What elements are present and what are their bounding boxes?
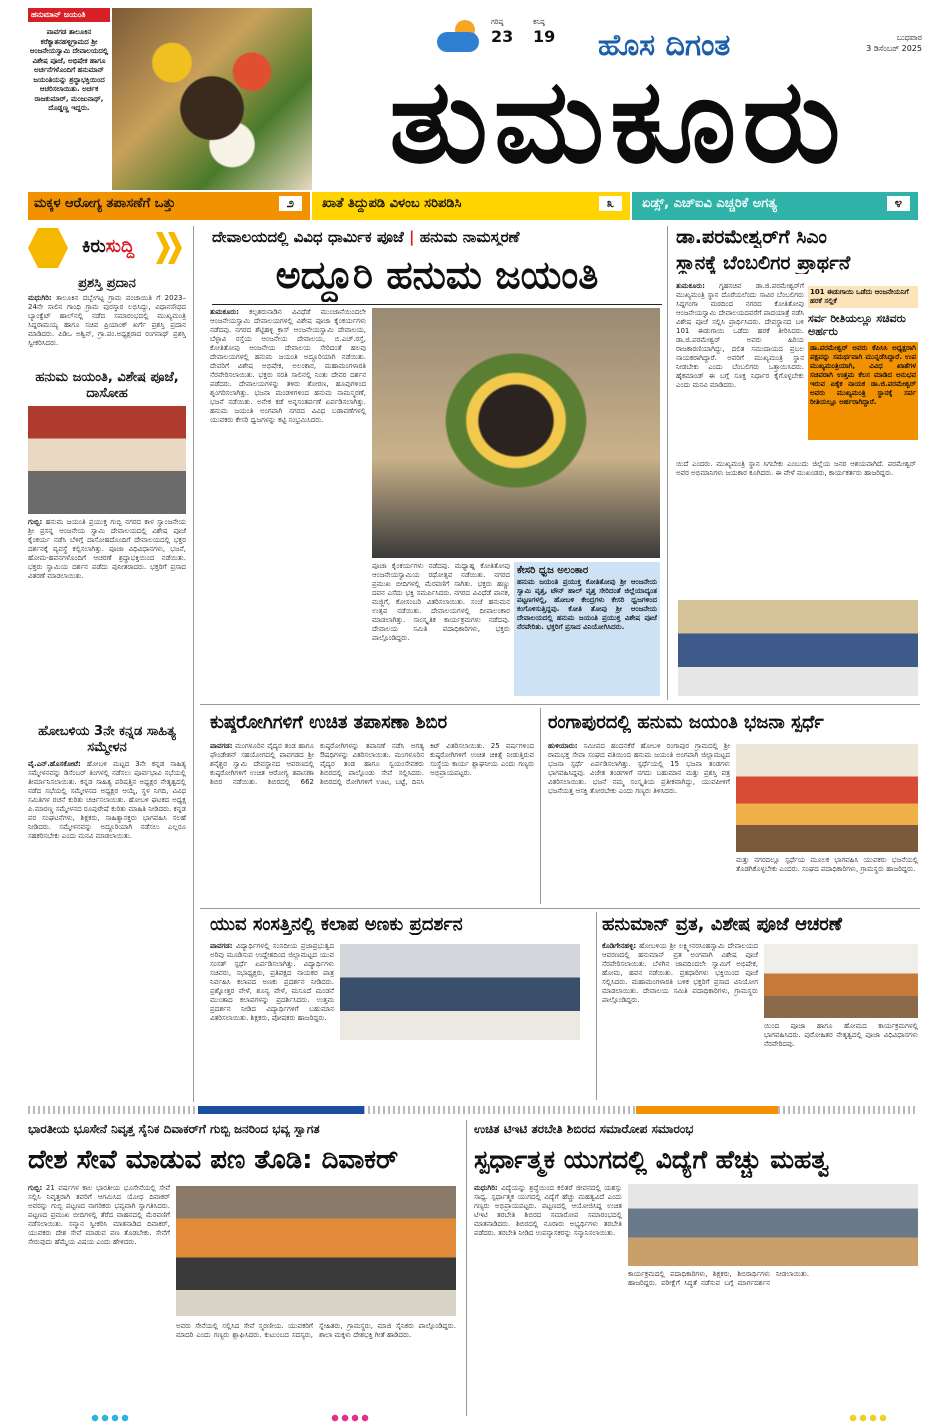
kushta-text: ಮಂಗಳೂರಿನ ವೈದ್ಯರ ತಂಡ ಹಾಗೂ ಫೌಂಡೇಶನ್ ಸಹಯೋಗದಲ್ಲಿ ಪಾವಗಡದ ಶ್ರೀ ಶನೈಶ್ಚರ ಸ್ವಾಮಿ ದೇವಸ್ಥಾನದ ಆವರಣದಲ್ಲಿ ಕುಷ್ಠರೋಗಿಗಳಿಗೆ ಉಚಿತ ಆರೋಗ್ಯ ತಪಾಸಣಾ ಶಿಬಿರ ನಡೆಯಿತು. ಶಿಬಿರದಲ್ಲಿ 662 ಕುಷ್ಠರೋಗಿಗಳನ್ನು ತಪಾಸಣೆ ನಡೆಸಿ ಅಗತ್ಯ ಔಷಧಿಗಳನ್ನು ವಿತರಿಸಲಾಯಿತು. ಮಂಗಳೂರಿನ ವೈದ್ಯರ ತಂಡ ಹಾಗೂ ಸ್ವಯಂಸೇವಕರು ಶಿಬಿರದಲ್ಲಿ ಪಾಲ್ಗೊಂಡು ಸೇವೆ ಸಲ್ಲಿಸಿದರು. ಶಿಬಿರದಲ್ಲಿ ರೋಗಿಗಳಿಗೆ ಊಟ, ಬಟ್ಟೆ, ದಿನಸಿ ಕಿಟ್ ವಿತರಿಸಲಾಯಿತು. 25 ವರ್ಷಗಳಿಂದ ಕುಷ್ಠರೋಗಿಗಳಿಗೆ ಉಚಿತ ಚಿಕಿತ್ಸೆ ನೀಡುತ್ತಿರುವ ಸಂಸ್ಥೆಯ ಕಾರ್ಯ ಶ್ಲಾಘನೀಯ ಎಂದು ಗಣ್ಯರು ಅಭಿಪ್ರಾಯಪಟ್ಟರು. (210, 742, 534, 786)
lead-kicker-b: ಹನುಮ ನಾಮಸ್ಮರಣೆ (419, 228, 520, 246)
spardhe-dateline: ಮಧುಗಿರಿ: (474, 1184, 498, 1192)
teaser-2-page: ೩ (599, 196, 622, 211)
yuva-headline: ಯುವ ಸಂಸತ್ತಿನಲ್ಲಿ ಕಲಾಪ ಅಣಕು ಪ್ರದರ್ಶನ (210, 914, 463, 935)
lead-text-b: ಪೂಜಾ ಕೈಂಕರ್ಯಗಳು ನಡೆದವು. ಮಧ್ಯಾಹ್ನ ಕೋತಿತೋಪು ಆಂಜನೇಯಸ್ವಾಮಿಯ ರಥೋತ್ಸವ ನಡೆಯಿತು. ನಗರದ ಪ್ರಮುಖ ಬೀದಿಗಳಲ್ಲಿ ಮೆರವಣಿಗೆ ಸಾಗಿತು. ಭಕ್ತರು ಹಣ್ಣು ದವನ ಎಸೆದು ಭಕ್ತಿ ಸಮರ್ಪಿಸಿದರು. ನಗರದ ವಿವಿಧೆಡೆ ಪಾನಕ, ಮಜ್ಜಿಗೆ, ಕೋಸಂಬರಿ ವಿತರಿಸಲಾಯಿತು. ಸಂಜೆ ಹನುಮನ ಉತ್ಸವ ನಡೆಯಿತು. ದೇವಾಲಯಗಳಲ್ಲಿ ದೀಪಾಲಂಕಾರ ಮಾಡಲಾಗಿತ್ತು. ಸಾಂಸ್ಕೃತಿಕ ಕಾರ್ಯಕ್ರಮಗಳು ನಡೆದವು. ದೇವಾಲಯ ಸಮಿತಿ ಪದಾಧಿಕಾರಿಗಳು, ಭಕ್ತರು ಪಾಲ್ಗೊಂಡಿದ್ದರು. (372, 562, 510, 642)
desha-headline: ದೇಶ ಸೇವೆ ಮಾಡುವ ಪಣ ತೊಡಿ: ದಿವಾಕರ್ (28, 1145, 399, 1175)
right-lead-headline-2: ಸ್ಥಾನಕ್ಕೆ ಬೆಂಬಲಿಗರ ಪ್ರಾರ್ಥನೆ (676, 252, 851, 274)
vrata-dateline: ಕೊಡಿಗೇನಹಳ್ಳಿ: (602, 942, 637, 950)
min-temp: 19 (533, 27, 556, 46)
teaser-3-page: ೪ (887, 196, 910, 211)
ranga-body-b (736, 856, 918, 902)
lead-kicker-a: ದೇವಾಲಯದಲ್ಲಿ ವಿವಿಧ ಧಾರ್ಮಿಕ ಪೂಜೆ (212, 228, 404, 246)
desha-text: 21 ವರ್ಷಗಳ ಕಾಲ ಭಾರತೀಯ ಭೂಸೇನೆಯಲ್ಲಿ ಸೇವೆ ಸಲ್ಲಿಸಿ ನಿವೃತ್ತರಾಗಿ ತವರಿಗೆ ಆಗಮಿಸಿದ ಯೋಧ ದಿವಾಕರ್ ಅವರನ್ನು ಗುಬ್ಬಿ ಪಟ್ಟಣದ ನಾಗರಿಕರು ಭವ್ಯವಾಗಿ ಸ್ವಾಗತಿಸಿದರು. ಪಟ್ಟಣದ ಪ್ರಮುಖ ಬೀದಿಗಳಲ್ಲಿ ತೆರೆದ ವಾಹನದಲ್ಲಿ ಮೆರವಣಿಗೆ ನಡೆಸಲಾಯಿತು. ಸನ್ಮಾನ ಸ್ವೀಕರಿಸಿ ಮಾತನಾಡಿದ ದಿವಾಕರ್, ಯುವಕರು ದೇಶ ಸೇವೆ ಮಾಡುವ ಪಣ ತೊಡಬೇಕು. ಸೇನೆಗೆ ಸೇರುವುದು ಹೆಮ್ಮೆಯ ವಿಷಯ ಎಂದು ಹೇಳಿದರು. (28, 1184, 170, 1246)
registration-dots-right (848, 1414, 888, 1422)
right-lead-body (676, 282, 804, 458)
ranga-headline: ರಂಗಾಪುರದಲ್ಲಿ ಹನುಮ ಜಯಂತಿ ಭಜನಾ ಸ್ಪರ್ಧೆ (548, 712, 824, 733)
yuva-body (210, 942, 334, 1098)
left-story-3-dateline: ವೈ.ಎನ್.ಹೊಸಕೋಟೆ: (28, 760, 81, 768)
left-story-1-text: ತಾಲೂಕಿನ ದಬ್ಬೇಗಟ್ಟ ಗ್ರಾಮ ಪಂಚಾಯಿತಿ ಗೆ 2023–24ನೇ ಸಾಲಿನ ಗಾಂಧಿ ಗ್ರಾಮ ಪುರಸ್ಕಾರ ಲಭಿಸಿದ್ದು, ವಿಧಾನಸೌಧದ ಬ್ಯಾಂಕ್ವೆಟ್ ಹಾಲ್‌ನಲ್ಲಿ ನಡೆದ ಸಮಾರಂಭದಲ್ಲಿ ಮುಖ್ಯಮಂತ್ರಿ ಸಿದ್ದರಾಮಯ್ಯ ಹಾಗೂ ಸಚಿವ ಪ್ರಿಯಾಂಕ್ ಖರ್ಗೆ ಪ್ರಶಸ್ತಿ ಪ್ರದಾನ ಮಾಡಿದರು. ಪಿಡಿಒ ಅಶ್ವಿನ್, ಗ್ರಾ.ಪಂ.ಅಧ್ಯಕ್ಷರಾದ ರಂಗನಾಥ್ ಪ್ರಶಸ್ತಿ ಸ್ವೀಕರಿಸಿದರು. (28, 294, 186, 347)
date-block (830, 32, 922, 54)
teaser-1-label: ಮಕ್ಕಳ ಆರೋಗ್ಯ ತಪಾಸಣೆಗೆ ಒತ್ತು (34, 196, 176, 211)
right-lead-photo (678, 600, 918, 696)
left-story-3-headline: ಹೋಬಳಿಯ 3ನೇ ಕನ್ನಡ ಸಾಹಿತ್ಯ ಸಮ್ಮೇಳನ (38, 724, 176, 755)
teaser-3-label: ಏಡ್ಸ್, ಎಚ್ಐವಿ ಎಚ್ಚರಿಕೆ ಅಗತ್ಯ (642, 196, 777, 211)
spardhe-headline: ಸ್ಪರ್ಧಾತ್ಮಕ ಯುಗದಲ್ಲಿ ವಿದ್ಯೆಗೆ ಹೆಚ್ಚು ಮಹತ್ವ (474, 1145, 830, 1174)
spardhe-text-b: ಕಾರ್ಯಕ್ರಮದಲ್ಲಿ ಪದಾಧಿಕಾರಿಗಳು, ಶಿಕ್ಷಕರು, ಶಿಬಿರಾರ್ಥಿಗಳು ಹಾಜರಿದ್ದರು. ಪರೀಕ್ಷೆಗೆ ಸಿದ್ಧತೆ ನಡೆಸುವ ಬಗ್ಗೆ ಮಾರ್ಗದರ್ಶನ ನೀಡಲಾಯಿತು. (628, 1270, 810, 1287)
hanuman-idol-photo (112, 8, 312, 190)
kiru-suddi-badge-icon (28, 228, 68, 268)
ranga-text-b: ಮತ್ತು ನಗರದಲ್ಲೂ ಸ್ಪರ್ಧೆಯ ಮೂಲಕ ಭಾಗವಹಿಸಿ ಯುವಕರು ಭಜನೆಯಲ್ಲಿ ತೊಡಗಿಕೊಳ್ಳಬೇಕು ಎಂದರು. ಸಂಘದ ಪದಾಧಿಕಾರಿಗಳು, ಗ್ರಾಮಸ್ಥರು ಹಾಜರಿದ್ದರು. (736, 856, 918, 873)
spardhe-photo (628, 1184, 918, 1266)
vrata-headline: ಹನುಮಾನ್ ವ್ರತ, ವಿಶೇಷ ಪೂಜೆ ಆಚರಣೆ (602, 914, 842, 935)
left-story-3-body (28, 760, 186, 1098)
day-label: ಬುಧವಾರ (896, 33, 922, 42)
left-story-3-text: ಹೋಬಳಿ ಮಟ್ಟದ 3ನೇ ಕನ್ನಡ ಸಾಹಿತ್ಯ ಸಮ್ಮೇಳನವನ್ನು ಡಿಸೆಂಬರ್ ತಿಂಗಳಲ್ಲಿ ನಡೆಸಲು ಪೂರ್ವಭಾವಿ ಸಭೆಯಲ್ಲಿ ತೀರ್ಮಾನಿಸಲಾಯಿತು. ಕನ್ನಡ ಸಾಹಿತ್ಯ ಪರಿಷತ್ತಿನ ಅಧ್ಯಕ್ಷರ ನೇತೃತ್ವದಲ್ಲಿ ನಡೆದ ಸಭೆಯಲ್ಲಿ ಸಮ್ಮೇಳನದ ಅಧ್ಯಕ್ಷರ ಆಯ್ಕೆ, ಸ್ಥಳ ನಿಗದಿ, ವಿವಿಧ ಸಮಿತಿಗಳ ರಚನೆ ಕುರಿತು ಚರ್ಚಿಸಲಾಯಿತು. ಹೋಬಳಿ ಘಟಕದ ಅಧ್ಯಕ್ಷ ಪಿ.ಮಾರಣ್ಣ ಸಮ್ಮೇಳನದ ರೂಪುರೇಷೆ ಕುರಿತು ಮಾಹಿತಿ ನೀಡಿದರು. ಕನ್ನಡ ಪರ ಸಂಘಟನೆಗಳು, ಶಿಕ್ಷಕರು, ಸಾಹಿತ್ಯಾಸಕ್ತರು ಭಾಗವಹಿಸಿ ಸಲಹೆ ನೀಡಿದರು. ಸಮ್ಮೇಳನವನ್ನು ಅದ್ದೂರಿಯಾಗಿ ನಡೆಸಲು ಎಲ್ಲರೂ ಸಹಕರಿಸಬೇಕು ಎಂದು ಮನವಿ ಮಾಡಲಾಯಿತು. (28, 760, 186, 840)
min-temp-label: ಕನಿಷ್ಠ (533, 18, 545, 26)
ranga-text: ಸಮೀಪದ ಹಂದನಕೆರೆ ಹೋಬಳಿ ರಂಗಾಪುರ ಗ್ರಾಮದಲ್ಲಿ ಶ್ರೀ ರಾಮಭಕ್ತ ಸೇವಾ ಸಂಘದ ವತಿಯಿಂದ ಹನುಮ ಜಯಂತಿ ಅಂಗವಾಗಿ ಜಿಲ್ಲಾಮಟ್ಟದ ಭಜನಾ ಸ್ಪರ್ಧೆ ಏರ್ಪಡಿಸಲಾಗಿತ್ತು. ಸ್ಪರ್ಧೆಯಲ್ಲಿ 15 ಭಜನಾ ತಂಡಗಳು ಭಾಗವಹಿಸಿದ್ದವು. ವಿಜೇತ ತಂಡಗಳಿಗೆ ನಗದು ಬಹುಮಾನ ಮತ್ತು ಪ್ರಶಸ್ತಿ ಪತ್ರ ವಿತರಿಸಲಾಯಿತು. ಭಜನೆ ನಮ್ಮ ಸಂಸ್ಕೃತಿಯ ಪ್ರತೀಕವಾಗಿದ್ದು, ಯುವಪೀಳಿಗೆ ಭಜನೆಯತ್ತ ಆಸಕ್ತಿ ತೋರಬೇಕು ಎಂದು ಗಣ್ಯರು ತಿಳಿಸಿದರು. (548, 742, 730, 795)
left-story-1-headline: ಪ್ರಶಸ್ತಿ ಪ್ರದಾನ (78, 276, 136, 291)
left-story-2-body (28, 518, 186, 716)
chevron-right-icon (168, 232, 182, 264)
teaser-2-label: ಖಾತೆ ತಿದ್ದುಪಡಿ ವಿಳಂಬ ಸರಿಪಡಿಸಿ (322, 196, 462, 211)
registration-dots-left (90, 1414, 130, 1422)
callout-kicker: 101 ಈಡುಗಾಯಿ ಒಡೆದು ಆಂಜನೇಯನಿಗೆ ಹರಕೆ ಸಲ್ಲಿಕೆ (808, 286, 918, 308)
weather-widget (435, 18, 575, 58)
lead-dateline: ತುಮಕೂರು: (210, 308, 239, 316)
bottom-strip (28, 1106, 918, 1114)
cloud-icon (437, 32, 479, 52)
vrata-text: ಹೋಬಳಿಯ ಶ್ರೀ ಲಕ್ಷ್ಮೀನರಸಿಂಹಸ್ವಾಮಿ ದೇವಾಲಯದ ಆವರಣದಲ್ಲಿ ಹನುಮಾನ್ ವ್ರತ ಅಂಗವಾಗಿ ವಿಶೇಷ ಪೂಜೆ ನೆರವೇರಿಸಲಾಯಿತು. ಬೆಳಗಿನ ಜಾವದಿಂದಲೇ ಸ್ವಾಮಿಗೆ ಅಭಿಷೇಕ, ಹೋಮ, ಹವನ ನಡೆಯಿತು. ವ್ರತಧಾರಿಗಳು ಭಕ್ತಿಯಿಂದ ಪೂಜೆ ಸಲ್ಲಿಸಿದರು. ಮಹಾಮಂಗಳಾರತಿ ಬಳಿಕ ಭಕ್ತರಿಗೆ ಪ್ರಸಾದ ವಿನಿಯೋಗ ಮಾಡಲಾಯಿತು. ದೇವಾಲಯ ಸಮಿತಿ ಪದಾಧಿಕಾರಿಗಳು, ಗ್ರಾಮಸ್ಥರು ಪಾಲ್ಗೊಂಡಿದ್ದರು. (602, 942, 758, 1004)
spardhe-body-b (628, 1270, 918, 1410)
max-temp: 23 (491, 27, 514, 46)
right-lead-dateline: ತುಮಕೂರು: (676, 282, 705, 290)
lead-headline: ಅದ್ದೂರಿ ಹನುಮ ಜಯಂತಿ (275, 253, 599, 297)
spardhe-body (474, 1184, 622, 1410)
top-story-kicker: ಹನುಮಾನ್ ಜಯಂತಿ (28, 8, 110, 22)
lead-body-b (372, 562, 510, 696)
chevron-right-icon (156, 232, 170, 264)
lead-sidebar (514, 562, 660, 696)
lead-photo (372, 308, 660, 558)
left-story-2-photo (28, 406, 186, 514)
lead-text-a: ಕಲ್ಪತರುನಾಡಿನ ವಿವಿಧೆಡೆ ಮುಂಜಾನೆಯಿಂದಲೇ ಆಂಜನೇಯಸ್ವಾಮಿ ದೇವಾಲಯಗಳಲ್ಲಿ ವಿಶೇಷ ಪೂಜಾ ಕೈಂಕರ್ಯಗಳು ನಡೆದವು. ನಗರದ ಶೆಟ್ಟಿಹಳ್ಳಿ ಕ್ರಾಸ್ ಆಂಜನೇಯಸ್ವಾಮಿ ದೇವಾಲಯ, ಬೆಳ್ಳಾವಿ ರಸ್ತೆಯ ಆಂಜನೇಯ ದೇವಾಲಯ, ಬಿ.ಎಚ್.ರಸ್ತೆ, ಕೋತಿತೋಪು ಆಂಜನೇಯ ದೇವಾಲಯ ಸೇರಿದಂತೆ ಹಲವು ದೇವಾಲಯಗಳಲ್ಲಿ ಹನುಮ ಜಯಂತಿ ಅದ್ದೂರಿಯಾಗಿ ನಡೆಯಿತು. ದೇವರಿಗೆ ವಿಶೇಷ ಅಭಿಷೇಕ, ಅಲಂಕಾರ, ಮಹಾಮಂಗಳಾರತಿ ನೆರವೇರಿಸಲಾಯಿತು. ಭಕ್ತರು ಸರತಿ ಸಾಲಿನಲ್ಲಿ ನಿಂತು ದೇವರ ದರ್ಶನ ಪಡೆದರು. ದೇವಾಲಯಗಳನ್ನು ತಳಿರು ತೋರಣ, ಹೂವುಗಳಿಂದ ಶೃಂಗರಿಸಲಾಗಿತ್ತು. ಭಜನಾ ಮಂಡಳಿಗಳಿಂದ ಹನುಮ ನಾಮಸ್ಮರಣೆ, ಭಜನೆ ನಡೆಯಿತು. ಅನೇಕ ಕಡೆ ಅನ್ನಸಂತರ್ಪಣೆ ಏರ್ಪಡಿಸಲಾಗಿತ್ತು. ಹನುಮ ಜಯಂತಿ ಅಂಗವಾಗಿ ನಗರದ ವಿವಿಧ ಬಡಾವಣೆಗಳಲ್ಲಿ ಯುವಕರು ಕೇಸರಿ ಧ್ವಜಗಳನ್ನು ಕಟ್ಟಿ ಸಂಭ್ರಮಿಸಿದರು. (210, 308, 366, 424)
kushta-dateline: ಪಾವಗಡ: (210, 742, 233, 750)
date-label: 3 ಡಿಸೆಂಬರ್ 2025 (866, 44, 922, 53)
ranga-body (548, 742, 730, 852)
left-story-2-headline: ಹನುಮ ಜಯಂತಿ, ವಿಶೇಷ ಪೂಜೆ, ದಾಸೋಹ (35, 370, 179, 401)
left-story-1-body (28, 294, 186, 364)
desha-photo (176, 1186, 456, 1316)
teaser-1[interactable] (28, 192, 310, 220)
spardhe-kicker: ಉಚಿತ ಟಿಇಟಿ ತರಬೇತಿ ಶಿಬಿರದ ಸಮಾರೋಪ ಸಮಾರಂಭ (474, 1122, 694, 1136)
yuva-photo (340, 944, 580, 1040)
kushta-headline: ಕುಷ್ಠರೋಗಿಗಳಿಗೆ ಉಚಿತ ತಪಾಸಣಾ ಶಿಬಿರ (210, 712, 448, 733)
lead-sidebar-text: ಹನುಮ ಜಯಂತಿ ಪ್ರಯುಕ್ತ ಕೋತಿತೋಪು ಶ್ರೀ ಆಂಜನೇಯ ಸ್ವಾಮಿ ವೃತ್ತ, ಟೌನ್ ಹಾಲ್ ವೃತ್ತ ಸೇರಿದಂತೆ ಜಿಲ್ಲೆಯಾದ್ಯಂತ ಪಟ್ಟಣಗಳಲ್ಲಿ, ಹೋಬಳಿ ಕೇಂದ್ರಗಳು ಕೇಸರಿ ಧ್ವಜಗಳಿಂದ ಕಂಗೊಳಿಸುತ್ತಿದ್ದವು. ಕೋತಿ ತೋಪು ಶ್ರೀ ಆಂಜನೇಯ ದೇವಾಲಯದಲ್ಲಿ ಹನುಮ ಜಯಂತಿ ಪ್ರಯುಕ್ತ ವಿಶೇಷ ಪೂಜೆ ನೆರವೇರಿತು. ಭಕ್ತರಿಗೆ ಪ್ರಸಾದ ವಿನಿಯೋಗಿಸಿದರು. (517, 578, 657, 631)
desha-body-b (176, 1322, 456, 1410)
callout-text: ಡಾ.ಪರಮೇಶ್ವರ್ ಅವರು ಕೆಪಿಸಿಸಿ ಅಧ್ಯಕ್ಷರಾಗಿ ಪಕ್ಷವನ್ನು ಸಮರ್ಥವಾಗಿ ಮುನ್ನಡೆಸಿದ್ದಾರೆ. ಉಪ ಮುಖ್ಯಮಂತ್ರಿಯಾಗಿ, ವಿವಿಧ ಖಾತೆಗಳ ಸಚಿವರಾಗಿ ಉತ್ತಮ ಕೆಲಸ ಮಾಡಿದ ಅನುಭವ ಇರುವ ಏಕೈಕ ನಾಯಕ ಡಾ.ಜಿ.ಪರಮೇಶ್ವರ್ ಅವರು ಮುಖ್ಯಮಂತ್ರಿ ಸ್ಥಾನಕ್ಕೆ ಸರ್ವ ರೀತಿಯಲ್ಲೂ ಅರ್ಹರಾಗಿದ್ದಾರೆ. (808, 342, 918, 440)
teaser-3[interactable] (632, 192, 918, 220)
kiru-title-b: ಸುದ್ದಿ (105, 236, 135, 257)
ranga-photo (736, 744, 918, 852)
bottom-strip-blue (198, 1106, 364, 1114)
desha-kicker: ಭಾರತೀಯ ಭೂಸೇನೆ ನಿವೃತ್ತ ಸೈನಿಕ ದಿವಾಕರ್‌ಗೆ ಗುಬ್ಬಿ ಜನರಿಂದ ಭವ್ಯ ಸ್ವಾಗತ (28, 1122, 320, 1136)
vrata-text-b: ಯಿಂದ ಪೂಜಾ ಹಾಗೂ ಹೋಮದ ಕಾರ್ಯಕ್ರಮಗಳಲ್ಲಿ ಭಾಗವಹಿಸಿದರು. ಪುರೋಹಿತರ ನೇತೃತ್ವದಲ್ಲಿ ಪೂಜಾ ವಿಧಿವಿಧಾನಗಳು ನೆರವೇರಿದವು. (764, 1022, 918, 1048)
yuva-text: ವಿದ್ಯಾರ್ಥಿಗಳಲ್ಲಿ ಸಂಸದೀಯ ಪ್ರಜಾಪ್ರಭುತ್ವದ ಅರಿವು ಮೂಡಿಸುವ ಉದ್ದೇಶದಿಂದ ಜಿಲ್ಲಾಮಟ್ಟದ ಯುವ ಸಂಸತ್ ಸ್ಪರ್ಧೆ ಏರ್ಪಡಿಸಲಾಗಿತ್ತು. ವಿದ್ಯಾರ್ಥಿಗಳು ಸಚಿವರು, ಸಭಾಧ್ಯಕ್ಷರು, ಪ್ರತಿಪಕ್ಷದ ನಾಯಕರ ಪಾತ್ರ ನಿರ್ವಹಿಸಿ ಕಲಾಪದ ಅಣಕು ಪ್ರದರ್ಶನ ನೀಡಿದರು. ಪ್ರಶ್ನೋತ್ತರ ವೇಳೆ, ಶೂನ್ಯ ವೇಳೆ, ಮಸೂದೆ ಮಂಡನೆ ಮುಂತಾದ ಕಲಾಪಗಳನ್ನು ಪ್ರದರ್ಶಿಸಿದರು. ಉತ್ತಮ ಪ್ರದರ್ಶನ ನೀಡಿದ ವಿದ್ಯಾರ್ಥಿಗಳಿಗೆ ಬಹುಮಾನ ವಿತರಿಸಲಾಯಿತು. ಶಿಕ್ಷಕರು, ಪೋಷಕರು ಹಾಜರಿದ್ದರು. (210, 942, 334, 1022)
desha-text-b: ಅವರು ಸೇನೆಯಲ್ಲಿ ಸಲ್ಲಿಸಿದ ಸೇವೆ ಸ್ಮರಣೀಯ. ಯುವಕರಿಗೆ ಮಾದರಿ ಎಂದು ಗಣ್ಯರು ಶ್ಲಾಘಿಸಿದರು. ಕುಟುಂಬದ ಸದಸ್ಯರು, ಸ್ನೇಹಿತರು, ಗ್ರಾಮಸ್ಥರು, ಮಾಜಿ ಸೈನಿಕರು ಪಾಲ್ಗೊಂಡಿದ್ದರು. ಶಾಲಾ ಮಕ್ಕಳು ದೇಶಭಕ್ತಿ ಗೀತೆ ಹಾಡಿದರು. (176, 1322, 456, 1339)
kiru-title-a: ಕಿರು (82, 236, 106, 257)
bottom-strip-orange (636, 1106, 778, 1114)
yuva-dateline: ಪಾವಗಡ: (210, 942, 233, 950)
lead-kicker: ದೇವಾಲಯದಲ್ಲಿ ವಿವಿಧ ಧಾರ್ಮಿಕ ಪೂಜೆ | ಹನುಮ ನಾಮಸ್ಮರಣೆ (212, 228, 520, 246)
top-story-text: ಪಾವಗಡ ತಾಲೂಕಿನ ಕರೆಕ್ಯಾತನಹಳ್ಳಿಗ್ರಾಮದ ಶ್ರೀ ಆಂಜನೇಯಸ್ವಾಮಿ ದೇವಾಲಯದಲ್ಲಿ ವಿಶೇಷ ಪೂಜೆ, ಅಭಿಷೇಕ ಹಾಗೂ ಅರ್ಚನೆಗಳೊಂದಿಗೆ ಹನುಮಾನ್ ಜಯಂತಿಯನ್ನು ಶ್ರದ್ಧಾಭಕ್ತಿಯಿಂದ ಆಚರಿಸಲಾಯಿತು. ಅರ್ಚಕ ರಾಜಕುಮಾರ್, ಮಂಜುನಾಥ್, ದೊಡ್ಡಣ್ಣ ಇದ್ದರು. (29, 28, 109, 112)
registration-dots-center (330, 1414, 370, 1422)
teaser-1-page: ೨ (279, 196, 302, 211)
desha-dateline: ಗುಬ್ಬಿ: (28, 1184, 43, 1192)
callout-title: ಸರ್ವ ರೀತಿಯಲ್ಲೂ ಸಚಿವರು ಅರ್ಹರು (808, 312, 906, 338)
left-story-2-text: ಹನುಮ ಜಯಂತಿ ಪ್ರಯುಕ್ತ ಗುಬ್ಬಿ ನಗರದ ಕಾಳ ಸ್ವಾಂಜನೇಯ ಶ್ರೀ ಪ್ರಸನ್ನ ಆಂಜನೇಯ ಸ್ವಾಮಿ ದೇವಾಲಯದಲ್ಲಿ ವಿಶೇಷ ಪೂಜೆ ಕೈಂಕರ್ಯ ನಡೆಸಿ ಬೆಳಿಗ್ಗೆ ದಾಸೋಹದೊಂದಿಗೆ ದೇವಾಲಯದಲ್ಲಿ ಭಕ್ತರ ದರ್ಶನಕ್ಕೆ ವ್ಯವಸ್ಥೆ ಕಲ್ಪಿಸಲಾಗಿತ್ತು. ಪೂಜಾ ವಿಧಿವಿಧಾನಗಳು, ಭಜನೆ, ಹೋಮ-ಹವನಗಳೊಂದಿಗೆ ಆಚರಣೆ ಶ್ರದ್ಧಾಭಕ್ತಿಯಿಂದ ನಡೆಯಿತು. ಭಕ್ತರು ಸ್ವಾಮಿಯ ದರ್ಶನ ಪಡೆದು ಪುನೀತರಾದರು. ಭಕ್ತರಿಗೆ ಪ್ರಸಾದ ವಿತರಣೆ ಮಾಡಲಾಯಿತು. (28, 518, 186, 580)
kiru-suddi-title (82, 236, 134, 257)
vrata-body-b (764, 1022, 918, 1098)
top-story-box (28, 8, 110, 190)
teaser-2[interactable] (312, 192, 630, 220)
max-temp-label: ಗರಿಷ್ಠ (491, 18, 504, 26)
right-lead-text-b: ಯಿದೆ ಎಂದರು. ಮುಖ್ಯಮಂತ್ರಿ ಸ್ಥಾನ ಸಿಗಬೇಕು ಎಂಬುದು ಜಿಲ್ಲೆಯ ಜನರ ಆಶಯವಾಗಿದೆ. ಪರಮೇಶ್ವರ್ ಅವರ ಅಭಿಮಾನಿಗಳು ಜಯಕಾರ ಕೂಗಿದರು. ಈ ವೇಳೆ ಮುಖಂಡರು, ಕಾರ್ಯಕರ್ತರು ಹಾಜರಿದ್ದರು. (676, 460, 916, 477)
right-lead-callout (808, 286, 918, 456)
left-story-1-dateline: ಮಧುಗಿರಿ: (28, 294, 52, 302)
right-lead-body-b (676, 460, 916, 596)
spardhe-text: ವಿದ್ಯೆಯನ್ನು ಶ್ರದ್ಧೆಯಿಂದ ಕಲಿತರೆ ಜೀವನದಲ್ಲಿ ಯಶಸ್ಸು ಸಾಧ್ಯ. ಸ್ಪರ್ಧಾತ್ಮಕ ಯುಗದಲ್ಲಿ ವಿದ್ಯೆಗೆ ಹೆಚ್ಚು ಮಹತ್ವವಿದೆ ಎಂದು ಗಣ್ಯರು ಅಭಿಪ್ರಾಯಪಟ್ಟರು. ಪಟ್ಟಣದಲ್ಲಿ ಆಯೋಜಿಸಿದ್ದ ಉಚಿತ ಟಿಇಟಿ ತರಬೇತಿ ಶಿಬಿರದ ಸಮಾರೋಪ ಸಮಾರಂಭದಲ್ಲಿ ಮಾತನಾಡಿದರು. ಶಿಬಿರದಲ್ಲಿ ನೂರಾರು ಅಭ್ಯರ್ಥಿಗಳು ತರಬೇತಿ ಪಡೆದರು. ತರಬೇತಿ ನೀಡಿದ ಉಪನ್ಯಾಸಕರನ್ನು ಸನ್ಮಾನಿಸಲಾಯಿತು. (474, 1184, 622, 1237)
vrata-body (602, 942, 758, 1098)
edition-title: ತುಮಕೂರು (389, 54, 847, 189)
right-lead-headline-1: ಡಾ.ಪರಮೇಶ್ವರ್‌ಗೆ ಸಿಎಂ (676, 226, 827, 248)
vrata-photo (764, 944, 918, 1018)
desha-body (28, 1184, 170, 1410)
lead-sidebar-title: ಕೇಸರಿ ಧ್ವಜ ಅಲಂಕಾರ (517, 565, 589, 576)
left-story-2-dateline: ಗುಬ್ಬಿ: (28, 518, 43, 526)
right-lead-text: ಗೃಹಸಚಿವ ಡಾ.ಜಿ.ಪರಮೇಶ್ವರ್‌ಗೆ ಮುಖ್ಯಮಂತ್ರಿ ಸ್ಥಾನ ದೊರೆಯಲೆಂದು ಸಾವಿರ ಬೆಂಬಲಿಗರು ಸಿದ್ದಗಂಗಾ ಮಠದಿಂದ ನಗರದ ಕೋತಿತೋಪು ಆಂಜನೇಯಸ್ವಾಮಿ ದೇವಾಲಯದವರೆಗೆ ಪಾದಯಾತ್ರೆ ನಡೆಸಿ ವಿಶೇಷ ಪೂಜೆ ಸಲ್ಲಿಸಿ ಪ್ರಾರ್ಥಿಸಿದರು. ದೇವಸ್ಥಾನದ ಬಳಿ 101 ಈಡುಗಾಯಿ ಒಡೆದು ಹರಕೆ ತೀರಿಸಿದರು. ಡಾ.ಜಿ.ಪರಮೇಶ್ವರ್ ಅವರು ಹಿರಿಯ ರಾಜಕಾರಣಿಯಾಗಿದ್ದು, ದಲಿತ ಸಮುದಾಯದ ಪ್ರಬಲ ನಾಯಕರಾಗಿದ್ದಾರೆ. ಅವರಿಗೆ ಮುಖ್ಯಮಂತ್ರಿ ಸ್ಥಾನ ನೀಡಬೇಕು ಎಂದು ಬೆಂಬಲಿಗರು ಒತ್ತಾಯಿಸಿದರು. ಹೈಕಮಾಂಡ್ ಈ ಬಗ್ಗೆ ಸೂಕ್ತ ನಿರ್ಧಾರ ಕೈಗೊಳ್ಳಬೇಕು ಎಂದು ಮನವಿ ಮಾಡಿದರು. (676, 282, 804, 389)
ranga-dateline: ಹುಳಿಯಾರು: (548, 742, 578, 750)
lead-body-a (210, 308, 366, 694)
kushta-body (210, 742, 534, 902)
paper-name: ಹೊಸ ದಿಗಂತ (598, 28, 731, 63)
